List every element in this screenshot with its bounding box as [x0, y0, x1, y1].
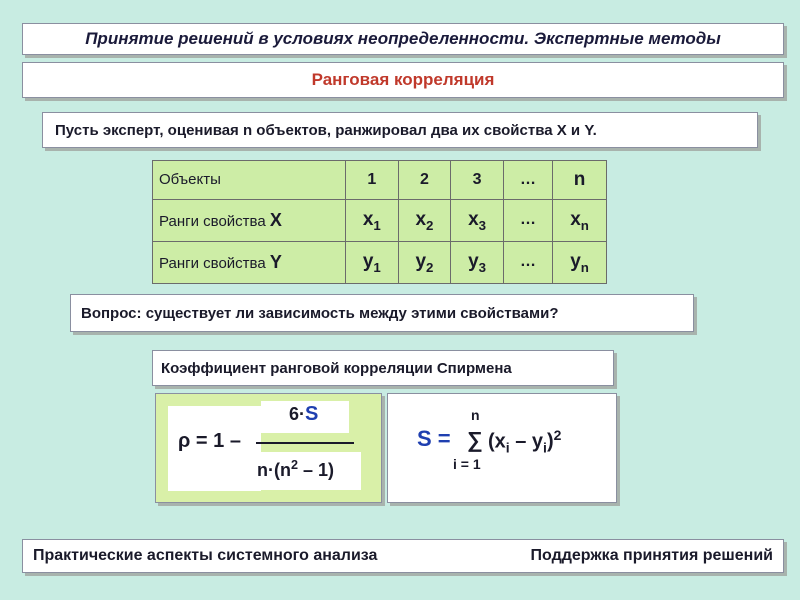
rank-cell	[346, 241, 399, 283]
sum-sub-1: i	[505, 439, 510, 456]
s-formula	[387, 393, 617, 503]
sum-lower: i = 1	[453, 456, 481, 472]
rank-cell	[503, 241, 552, 283]
rank-var: …	[520, 253, 536, 271]
rank-sub: 2	[426, 259, 434, 275]
sum-upper: n	[471, 407, 480, 423]
den-close: – 1)	[298, 460, 335, 480]
header-cell: …	[503, 161, 552, 200]
s-lhs	[417, 426, 451, 452]
den-prefix: n	[257, 460, 268, 480]
rank-cell	[398, 199, 451, 241]
sigma-icon: ∑	[467, 427, 483, 452]
rank-var: …	[520, 211, 536, 229]
rank-cell	[503, 199, 552, 241]
footer-bar	[22, 539, 784, 573]
rank-var: x	[570, 208, 581, 230]
rank-var: x	[362, 208, 374, 230]
rank-sub: 1	[373, 217, 381, 233]
header-label: Объекты	[153, 161, 346, 200]
s-var: S =	[417, 426, 451, 451]
sum-open: (x	[488, 430, 506, 453]
sum-body	[488, 427, 561, 456]
rho-denominator	[257, 458, 334, 481]
rank-cell	[553, 199, 607, 241]
intro-text: Пусть эксперт, оценивая n объектов, ранжировал два их свойства X и Y.	[42, 112, 758, 148]
slide-title: Принятие решений в условиях неопределенности. Экспертные методы	[22, 23, 784, 55]
rank-var: y	[415, 250, 427, 272]
sum-sub-2: i	[543, 439, 547, 456]
fraction-bar	[256, 442, 354, 444]
header-cell: n	[553, 161, 607, 200]
rank-sub: 3	[478, 217, 487, 233]
dot-operator: ·	[268, 460, 274, 480]
rank-sub: 1	[373, 259, 381, 275]
rank-cell	[398, 241, 451, 283]
footer-right: Поддержка принятия решений	[530, 547, 773, 564]
header-cell: 3	[451, 161, 504, 200]
row-label	[153, 199, 346, 241]
footer-left: Практические аспекты системного анализа	[33, 547, 378, 564]
num-prefix: 6	[289, 404, 300, 424]
spearman-label: Коэффициент ранговой корреляции Спирмена	[152, 350, 614, 386]
row-label-text: Ранги свойства	[159, 254, 270, 272]
rank-sub: 2	[426, 217, 434, 233]
rank-cell	[451, 199, 504, 241]
num-var: S	[305, 403, 319, 425]
rank-var: y	[570, 250, 581, 272]
den-power: 2	[291, 458, 299, 472]
table-row-header	[153, 161, 607, 200]
rank-cell	[451, 241, 504, 283]
row-label	[153, 241, 346, 283]
rank-var: x	[415, 208, 427, 230]
row-label-text: Ранги свойства	[159, 212, 270, 230]
slide-subtitle: Ранговая корреляция	[22, 62, 784, 98]
sum-minus: – y	[509, 430, 544, 453]
rank-var: y	[468, 250, 479, 272]
rank-sub: n	[580, 217, 589, 233]
rank-cell	[346, 199, 399, 241]
rank-var: x	[468, 208, 479, 230]
question-text: Вопрос: существует ли зависимость между этими свойствами?	[70, 294, 694, 332]
row-label-letter: X	[269, 209, 282, 230]
header-cell: 1	[346, 161, 399, 200]
rho-lhs: ρ = 1 –	[178, 430, 241, 452]
table-row-x	[153, 199, 607, 241]
rank-var: y	[362, 250, 374, 272]
rho-numerator	[289, 403, 318, 426]
rho-formula	[155, 393, 382, 503]
header-cell: 2	[398, 161, 451, 200]
ranks-table	[152, 160, 607, 284]
table-row-y	[153, 241, 607, 283]
rank-sub: 3	[478, 259, 487, 275]
sum-power: 2	[553, 427, 562, 443]
rank-sub: n	[580, 259, 589, 275]
row-label-letter: Y	[269, 251, 282, 272]
rank-cell	[553, 241, 607, 283]
dot-operator: ·	[299, 404, 306, 424]
sum-close: )	[546, 430, 554, 453]
den-open: (n	[274, 460, 291, 480]
